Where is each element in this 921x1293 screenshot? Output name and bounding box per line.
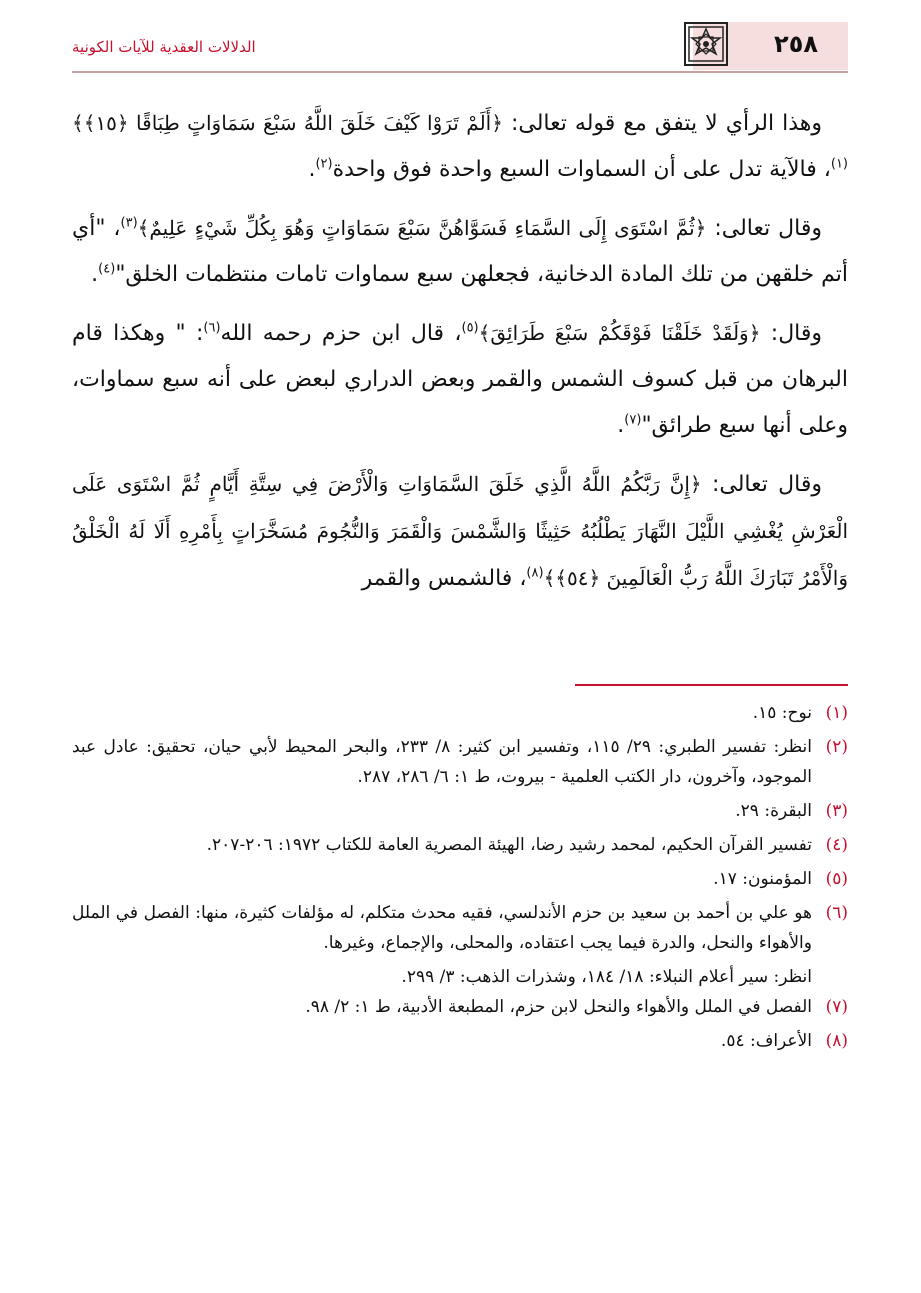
footnote bbox=[72, 698, 848, 728]
geometric-star-ornament-icon bbox=[684, 22, 728, 66]
footnote-number: (٥) bbox=[825, 869, 848, 889]
footnote-ref[interactable]: (٢) bbox=[315, 156, 333, 172]
footnote-separator bbox=[575, 684, 848, 686]
text-run: . bbox=[617, 413, 625, 438]
paragraph bbox=[72, 205, 848, 298]
quran-verse: ﴿ثُمَّ اسْتَوَى إِلَى السَّمَاءِ فَسَوَّاهُنَّ سَبْعَ سَمَاوَاتٍ وَهُوَ بِكُلِّ شَيْءٍ عَلِيمٌ﴾ bbox=[137, 216, 707, 240]
footnote bbox=[72, 796, 848, 826]
footnote-number: (٣) bbox=[825, 801, 848, 821]
footnote-ref[interactable]: (١) bbox=[830, 156, 848, 172]
header-rule bbox=[72, 71, 848, 73]
running-title: الدلالات العقدية للآيات الكونية bbox=[72, 38, 256, 56]
page-number: ٢٥٨ bbox=[774, 30, 818, 58]
paragraph bbox=[72, 310, 848, 449]
footnote-continuation: انظر: سير أعلام النبلاء: ١٨/ ١٨٤، وشذرات الذهب: ٣/ ٢٩٩. bbox=[401, 967, 812, 987]
footnote-text: تفسير القرآن الحكيم، لمحمد رشيد رضا، الهيئة المصرية العامة للكتاب ١٩٧٢: ٢٠٦-٢٠٧. bbox=[206, 835, 812, 855]
footnote bbox=[72, 1026, 848, 1056]
footnote bbox=[72, 830, 848, 860]
main-text bbox=[72, 100, 848, 614]
text-run: ، قال ابن حزم رحمه الله bbox=[220, 321, 462, 346]
text-run: : " وهكذا قام البرهان من قبل كسوف الشمس والقمر وبعض الدراري لبعض على أنه سبع سماوات، وعلى أنها سبع طرائق" bbox=[72, 321, 848, 438]
footnote-ref[interactable]: (٤) bbox=[98, 261, 116, 277]
text-run: . bbox=[308, 157, 316, 182]
paragraph bbox=[72, 100, 848, 193]
footnote-text: المؤمنون: ١٧. bbox=[713, 869, 812, 889]
footnote-text: انظر: تفسير الطبري: ٢٩/ ١١٥، وتفسير ابن كثير: ٨/ ٢٣٣، والبحر المحيط لأبي حيان، تحقيق: عادل عبد الموجود، وآخرون، دار الكتب العلمية - بيروت، ط ١: ٦/ ٢٨٦، ٢٨٧. bbox=[72, 737, 812, 787]
text-run: ، "أي أتم خلقهن من تلك المادة الدخانية، فجعلهن سبع سماوات تامات منتظمات الخلق" bbox=[72, 216, 848, 287]
footnote-text: الفصل في الملل والأهواء والنحل لابن حزم، المطبعة الأدبية، ط ١: ٢/ ٩٨. bbox=[305, 997, 812, 1017]
footnotes bbox=[72, 698, 848, 1060]
footnote-ref[interactable]: (٦) bbox=[203, 320, 221, 336]
quran-verse: ﴿وَلَقَدْ خَلَقْنَا فَوْقَكُمْ سَبْعَ طَرَائِقَ﴾ bbox=[478, 321, 761, 345]
text-run: وهذا الرأي لا يتفق مع قوله تعالى: bbox=[502, 111, 822, 136]
text-run: وقال تعالى: bbox=[706, 216, 822, 241]
paragraph bbox=[72, 461, 848, 602]
footnote bbox=[72, 864, 848, 894]
footnote-ref[interactable]: (٨) bbox=[526, 565, 544, 581]
footnote bbox=[72, 732, 848, 792]
footnote-text: البقرة: ٢٩. bbox=[735, 801, 812, 821]
text-run: ، فالشمس والقمر bbox=[361, 566, 527, 591]
page-header bbox=[72, 22, 848, 72]
footnote bbox=[72, 992, 848, 1022]
text-run: وقال: bbox=[760, 321, 823, 346]
footnote-ref[interactable]: (٧) bbox=[624, 412, 642, 428]
quran-verse: ﴿أَلَمْ تَرَوْا كَيْفَ خَلَقَ اللَّهُ سَبْعَ سَمَاوَاتٍ طِبَاقًا ﴿١٥﴾﴾ bbox=[72, 111, 503, 135]
footnote-number: (٢) bbox=[825, 737, 848, 757]
footnote-ref[interactable]: (٥) bbox=[461, 320, 479, 336]
text-run: . bbox=[91, 262, 99, 287]
footnote-text: هو علي بن أحمد بن سعيد بن حزم الأندلسي، فقيه محدث متكلم، له مؤلفات كثيرة، منها: الفصل في الملل والأهواء والنحل، والدرة فيما يجب اعتقاده، والمحلى، والإجماع، وغيرها. bbox=[72, 903, 812, 953]
footnote-ref[interactable]: (٣) bbox=[120, 215, 138, 231]
text-run: ، فالآية تدل على أن السماوات السبع واحدة فوق واحدة bbox=[332, 157, 831, 182]
footnote-text: الأعراف: ٥٤. bbox=[720, 1031, 812, 1051]
footnote-number: (٧) bbox=[825, 997, 848, 1017]
footnote-number: (٨) bbox=[825, 1031, 848, 1051]
footnote-number: (١) bbox=[825, 703, 848, 723]
footnote-number: (٦) bbox=[825, 903, 848, 923]
quran-verse: ﴿إِنَّ رَبَّكُمُ اللَّهُ الَّذِي خَلَقَ السَّمَاوَاتِ وَالْأَرْضَ فِي سِتَّةِ أَيَّامٍ ثُمَّ اسْتَوَى عَلَى الْعَرْشِ يُغْشِي اللَّيْلَ النَّهَارَ يَطْلُبُهُ حَثِيثًا وَالشَّمْسَ وَالْقَمَرَ وَالنُّجُومَ مُسَخَّرَاتٍ بِأَمْرِهِ أَلَا لَهُ الْخَلْقُ وَالْأَمْرُ تَبَارَكَ اللَّهُ رَبُّ الْعَالَمِينَ ﴿٥٤﴾﴾ bbox=[72, 472, 848, 590]
footnote bbox=[72, 898, 848, 958]
text-run: وقال تعالى: bbox=[701, 472, 822, 497]
footnote-number: (٤) bbox=[825, 835, 848, 855]
footnote-text: نوح: ١٥. bbox=[752, 703, 812, 723]
